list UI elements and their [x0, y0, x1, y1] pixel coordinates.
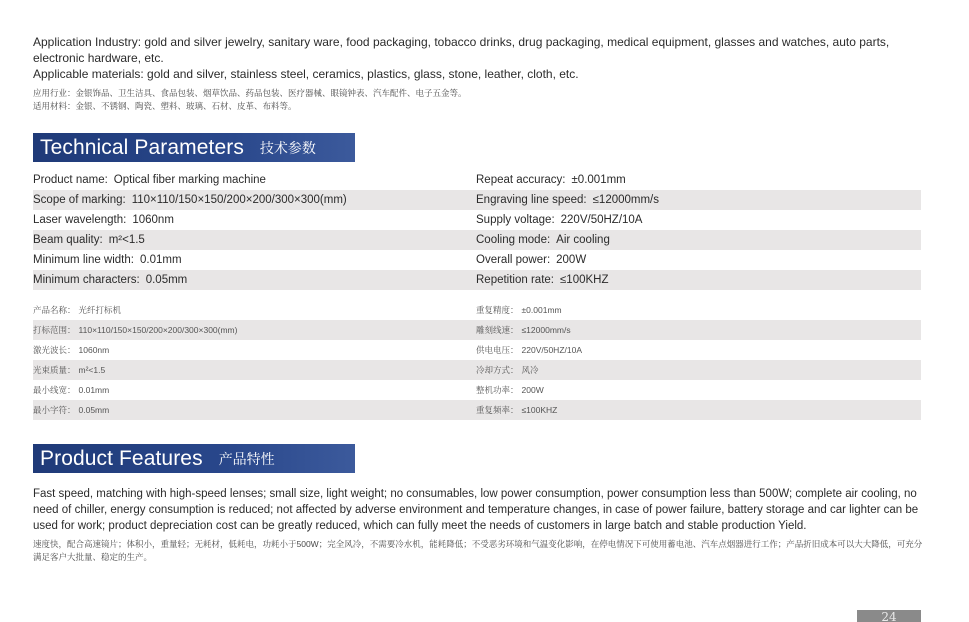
param-value: 1060nm — [78, 345, 110, 355]
applicable-materials-zh: 适用材料：金银、不锈钢、陶瓷、塑料、玻璃、石材、皮革、布料等。 — [33, 101, 297, 111]
param-label: Scope of marking: — [33, 194, 126, 206]
intro-section — [33, 34, 933, 113]
param-value: 110×110/150×150/200×200/300×300(mm) — [78, 325, 238, 335]
table-row — [33, 320, 921, 340]
product-features-header — [33, 444, 355, 473]
features-text-en: Fast speed, matching with high-speed lenses; small size, light weight; no consumables, low power consumption, power consumption less than 500W; complete air cooling, no need of chiller, energy consumption is reduced; not affected by adverse environment and temperature changes, in case of power failure, battery storage and car lighter can be used for work; product depreciation cost can be greatly reduced, which can fully meet the needs of customers in large batch and stable production Yield. — [33, 488, 919, 532]
product-features-title-en: Product Features — [40, 446, 203, 470]
table-row — [33, 170, 921, 190]
param-label: 打标范围： — [33, 325, 76, 335]
product-features-body — [33, 486, 923, 564]
technical-parameters-title-en: Technical Parameters — [40, 135, 244, 159]
param-label: Engraving line speed: — [476, 194, 587, 206]
param-label: 雕刻线速： — [476, 325, 519, 335]
param-label: Laser wavelength: — [33, 214, 127, 226]
param-label: Overall power: — [476, 254, 551, 266]
parameters-table-en — [33, 170, 921, 290]
param-label: Cooling mode: — [476, 234, 551, 246]
param-value: ≤100KHZ — [521, 405, 558, 415]
param-value: m²<1.5 — [108, 234, 145, 246]
application-industry-en: Application Industry: gold and silver jewelry, sanitary ware, food packaging, tobacco drinks, drug packaging, medical equipment, glasses and watches, auto parts, electronic hardware, etc. — [33, 35, 890, 65]
param-value: 0.05mm — [78, 405, 110, 415]
param-label: Minimum characters: — [33, 274, 140, 286]
param-value: 光纤打标机 — [78, 305, 122, 315]
table-row — [33, 360, 921, 380]
param-value: 1060nm — [132, 214, 174, 226]
table-row — [33, 340, 921, 360]
param-value: ≤12000mm/s — [592, 194, 660, 206]
technical-parameters-title-zh: 技术参数 — [259, 139, 316, 156]
param-label: 供电电压： — [476, 345, 519, 355]
param-label: Repeat accuracy: — [476, 174, 566, 186]
parameters-table-zh — [33, 300, 921, 420]
param-value: 110×110/150×150/200×200/300×300(mm) — [131, 194, 347, 206]
product-features-title-zh: 产品特性 — [218, 450, 275, 467]
page-number: 24 — [857, 610, 921, 622]
param-value: 220V/50HZ/10A — [521, 345, 582, 355]
param-value: ±0.001mm — [521, 305, 562, 315]
param-value: 0.01mm — [139, 254, 182, 266]
param-value: Optical fiber marking machine — [113, 174, 266, 186]
param-label: 光束质量： — [33, 365, 76, 375]
param-label: Beam quality: — [33, 234, 103, 246]
param-label: 激光波长： — [33, 345, 76, 355]
param-value: 200W — [556, 254, 587, 266]
param-value: 0.05mm — [145, 274, 188, 286]
param-label: 冷却方式： — [476, 365, 519, 375]
param-label: 重复频率： — [476, 405, 519, 415]
param-value: Air cooling — [556, 234, 610, 246]
param-value: 200W — [521, 385, 544, 395]
table-row — [33, 230, 921, 250]
param-label: Product name: — [33, 174, 108, 186]
application-industry-zh: 应用行业：金银饰品、卫生洁具、食品包装、烟草饮品、药品包装、医疗器械、眼镜钟表、汽车配件、电子五金等。 — [33, 88, 467, 98]
param-value: 风冷 — [521, 365, 539, 375]
param-label: 产品名称： — [33, 305, 76, 315]
param-label: 最小线宽： — [33, 385, 76, 395]
table-row — [33, 300, 921, 320]
table-row — [33, 210, 921, 230]
table-row — [33, 270, 921, 290]
param-label: 重复精度： — [476, 305, 519, 315]
table-row — [33, 400, 921, 420]
applicable-materials-en: Applicable materials: gold and silver, stainless steel, ceramics, plastics, glass, stone, leather, cloth, etc. — [33, 67, 579, 81]
param-label: Supply voltage: — [476, 214, 555, 226]
technical-parameters-header — [33, 133, 355, 162]
param-label: Minimum line width: — [33, 254, 134, 266]
param-label: 最小字符： — [33, 405, 76, 415]
table-row — [33, 380, 921, 400]
param-value: m²<1.5 — [78, 365, 106, 375]
features-text-zh: 速度快，配合高速镜片；体积小，重量轻；无耗材，低耗电，功耗小于500W；完全风冷，不需要冷水机，能耗降低；不受恶劣环境和气温变化影响，在停电情况下可使用蓄电池、汽车点烟器进行工作；产品折旧成本可以大大降低，可充分满足客户大批量、稳定的生产。 — [33, 539, 923, 562]
param-value: ≤100KHZ — [560, 274, 609, 286]
param-value: ≤12000mm/s — [521, 325, 571, 335]
table-row — [33, 190, 921, 210]
table-row — [33, 250, 921, 270]
param-value: 0.01mm — [78, 385, 110, 395]
param-label: Repetition rate: — [476, 274, 554, 286]
param-value: 220V/50HZ/10A — [560, 214, 643, 226]
param-label: 整机功率： — [476, 385, 519, 395]
param-value: ±0.001mm — [571, 174, 626, 186]
